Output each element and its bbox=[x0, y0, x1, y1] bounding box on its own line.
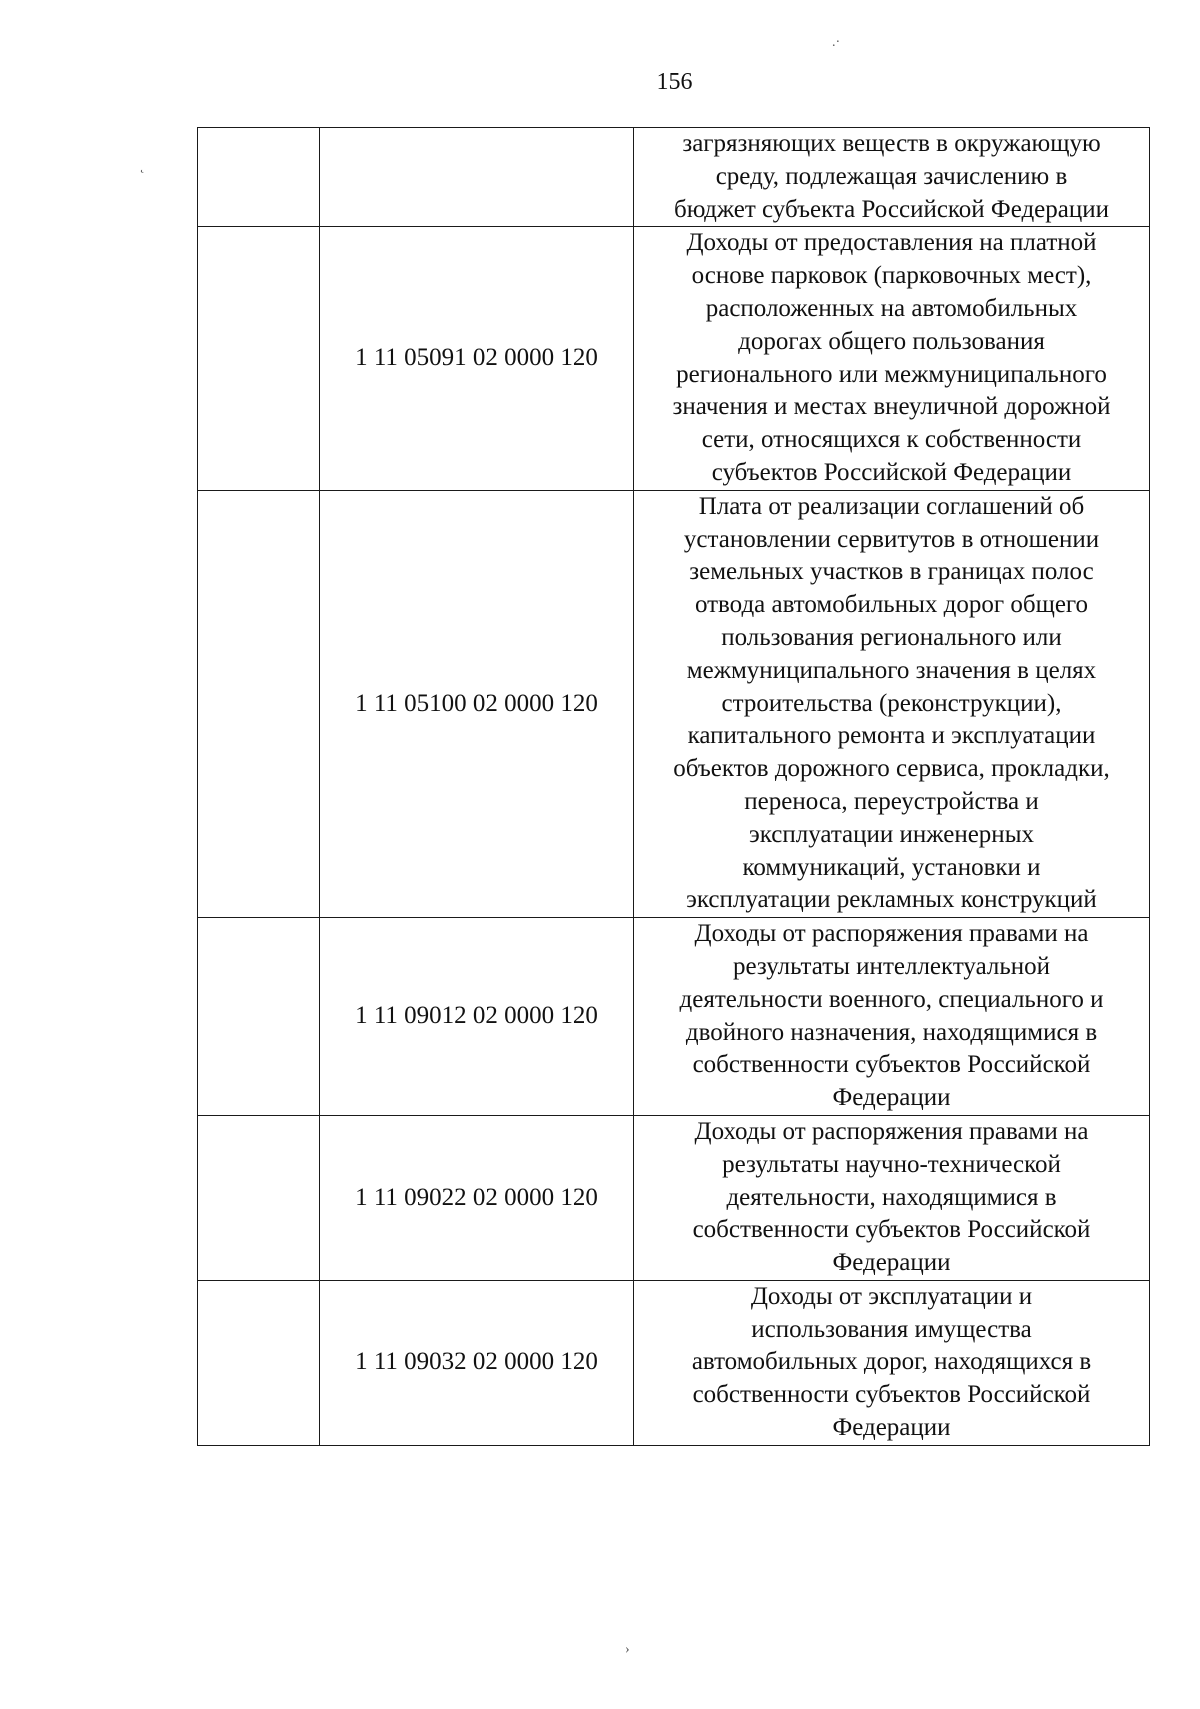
description-line: Плата от реализации соглашений об bbox=[698, 492, 1085, 520]
table-row bbox=[198, 227, 1150, 490]
description-cell bbox=[634, 490, 1150, 917]
empty-cell bbox=[198, 918, 320, 1116]
description-line: значения и местах внеуличной дорожной bbox=[672, 393, 1111, 421]
table-row bbox=[198, 490, 1150, 917]
description-line: автомобильных дорог, находящихся в bbox=[691, 1348, 1092, 1376]
description-cell bbox=[634, 227, 1150, 490]
description-line: загрязняющих веществ в окружающую bbox=[682, 130, 1101, 157]
empty-cell bbox=[198, 490, 320, 917]
description-line: использования имущества bbox=[751, 1315, 1032, 1343]
description-line: земельных участков в границах полос bbox=[689, 558, 1094, 586]
description-line: установлении сервитутов в отношении bbox=[683, 525, 1100, 553]
description-line: деятельности, находящимися в bbox=[726, 1183, 1057, 1211]
scan-mark: ˛ bbox=[140, 159, 145, 174]
description-line: основе парковок (парковочных мест), bbox=[691, 262, 1092, 290]
empty-cell bbox=[198, 227, 320, 490]
table-row bbox=[198, 918, 1150, 1116]
empty-cell bbox=[198, 128, 320, 227]
description-line: межмуниципального значения в целях bbox=[686, 656, 1097, 684]
description-cell bbox=[634, 918, 1150, 1116]
description-line: дорогах общего пользования bbox=[738, 327, 1045, 355]
description-line: двойного назначения, находящимися в bbox=[685, 1018, 1098, 1046]
description-line: среду, подлежащая зачислению в bbox=[715, 162, 1068, 190]
table-row bbox=[198, 1115, 1150, 1280]
description-line: собственности субъектов Российской bbox=[692, 1051, 1091, 1079]
description-line: объектов дорожного сервиса, прокладки, bbox=[673, 755, 1110, 783]
description-line: Доходы от эксплуатации и bbox=[750, 1282, 1033, 1310]
description-cell bbox=[634, 128, 1150, 227]
description-cell bbox=[634, 1115, 1150, 1280]
description-line: субъектов Российской Федерации bbox=[711, 458, 1072, 486]
empty-cell bbox=[198, 1280, 320, 1445]
description-line: пользования регионального или bbox=[721, 623, 1062, 651]
description-line: эксплуатации рекламных конструкций bbox=[686, 886, 1097, 914]
table-row bbox=[198, 1280, 1150, 1445]
description-line: собственности субъектов Российской bbox=[692, 1381, 1091, 1409]
description-line: эксплуатации инженерных bbox=[749, 820, 1034, 848]
description-line: Доходы от распоряжения правами на bbox=[694, 920, 1089, 948]
description-line: коммуникаций, установки и bbox=[742, 853, 1041, 881]
description-line: Федерации bbox=[832, 1414, 951, 1442]
empty-cell bbox=[198, 1115, 320, 1280]
description-line: Федерации bbox=[832, 1084, 951, 1112]
scan-mark: .· bbox=[832, 35, 841, 50]
description-line: собственности субъектов Российской bbox=[692, 1216, 1091, 1244]
description-line: расположенных на автомобильных bbox=[705, 294, 1078, 322]
description-line: Доходы от предоставления на платной bbox=[686, 229, 1097, 257]
description-line: капитального ремонта и эксплуатации bbox=[687, 722, 1096, 750]
description-line: результаты научно-технической bbox=[722, 1150, 1061, 1178]
description-line: Доходы от распоряжения правами на bbox=[694, 1117, 1089, 1145]
description-line: результаты интеллектуальной bbox=[732, 952, 1051, 980]
budget-code-cell: 1 11 09032 02 0000 120 bbox=[320, 1280, 634, 1445]
description-line: бюджет субъекта Российской Федерации bbox=[673, 195, 1110, 223]
description-line: регионального или межмуниципального bbox=[676, 360, 1107, 388]
table-row bbox=[198, 128, 1150, 227]
budget-code-cell: 1 11 09022 02 0000 120 bbox=[320, 1115, 634, 1280]
budget-code-cell: 1 11 05100 02 0000 120 bbox=[320, 490, 634, 917]
description-line: отвода автомобильных дорог общего bbox=[694, 591, 1089, 619]
description-line: деятельности военного, специального и bbox=[679, 985, 1104, 1013]
table-body bbox=[198, 128, 1150, 1446]
budget-code-cell: 1 11 05091 02 0000 120 bbox=[320, 227, 634, 490]
budget-code-cell bbox=[320, 128, 634, 227]
description-line: Федерации bbox=[832, 1249, 951, 1277]
scan-mark: › bbox=[625, 1642, 630, 1657]
description-line: переноса, переустройства и bbox=[744, 787, 1039, 815]
revenue-codes-table bbox=[197, 127, 1150, 1446]
budget-code-cell: 1 11 09012 02 0000 120 bbox=[320, 918, 634, 1116]
page-number: 156 bbox=[656, 69, 693, 95]
description-cell bbox=[634, 1280, 1150, 1445]
description-line: сети, относящихся к собственности bbox=[701, 426, 1082, 454]
description-line: строительства (реконструкции), bbox=[721, 689, 1062, 717]
